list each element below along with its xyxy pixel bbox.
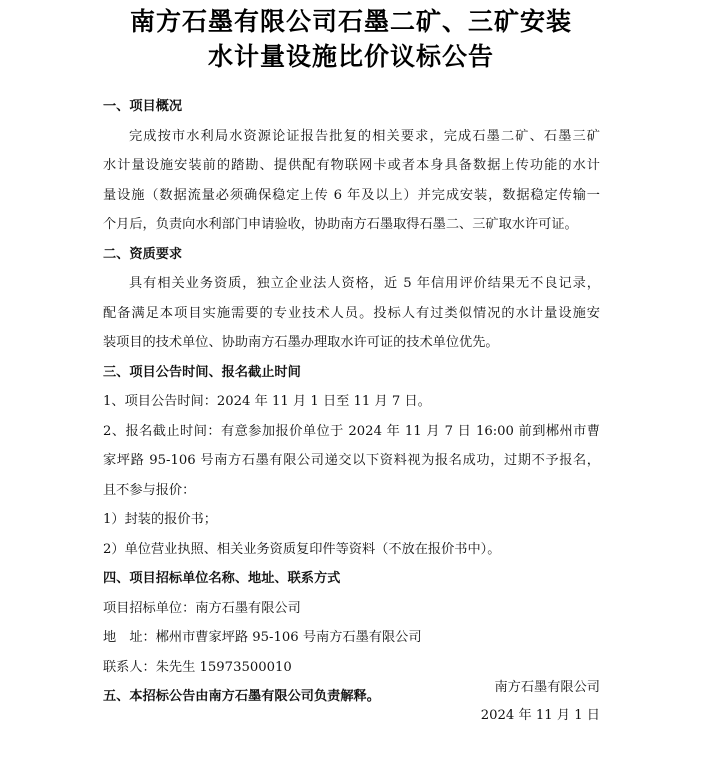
tender-unit: 项目招标单位：南方石墨有限公司 [103,600,301,616]
section-3-heading: 三、项目公告时间、报名截止时间 [103,364,301,380]
section-1-line: 水计量设施安装前的踏勘、提供配有物联网卡或者本身具备数据上传功能的水计 [103,158,600,173]
section-5-heading: 五、本招标公告由南方石墨有限公司负责解释。 [103,689,380,704]
title-line-2: 水计量设施比价议标公告 [207,42,494,71]
signature-company: 南方石墨有限公司 [494,680,600,695]
section-3-line: 1、项目公告时间：2024 年 11 月 1 日至 11 月 7 日。 [103,394,431,409]
section-1-heading: 一、项目概况 [103,99,183,114]
title-line-1: 南方石墨有限公司石墨二矿、三矿安装 [129,7,572,36]
section-3-line: 且不参与报价： [103,482,196,498]
section-2-line: 配备满足本项目实施需要的专业技术人员。投标人有过类似情况的水计量设施安 [103,305,600,321]
section-1-line: 量设施（数据流量必须确保稳定上传 6 年及以上）并完成安装，数据稳定传输一 [103,187,600,203]
section-3-line: 家坪路 95-106 号南方石墨有限公司递交以下资料视为报名成功，过期不予报名， [103,453,600,468]
section-3-line: 2）单位营业执照、相关业务资质复印件等资料（不放在报价书中）。 [103,541,501,557]
section-2-line: 具有相关业务资质，独立企业法人资格，近 5 年信用评价结果无不良记录， [129,276,600,291]
section-3-line: 2、报名截止时间：有意参加报价单位于 2024 年 11 月 7 日 16:00 前到郴州市曹 [103,423,600,439]
section-1-line: 个月后，负责向水利部门申请验收，协助南方石墨取得石墨二、三矿取水许可证。 [103,217,578,232]
section-4-heading: 四、项目招标单位名称、地址、联系方式 [103,571,341,586]
contact-person: 联系人：朱先生 15973500010 [103,659,292,675]
section-3-line: 1）封装的报价书； [103,512,217,527]
signature-date: 2024 年 11 月 1 日 [480,708,600,723]
section-2-heading: 二、资质要求 [103,246,183,262]
section-2-line: 装项目的技术单位、协助南方石墨办理取水许可证的技术单位优先。 [103,335,499,350]
section-1-line: 完成按市水利局水资源论证报告批复的相关要求，完成石墨二矿、石墨三矿 [129,128,600,144]
address: 地 址：郴州市曹家坪路 95-106 号南方石墨有限公司 [103,630,422,645]
announcement-body [103,92,600,712]
